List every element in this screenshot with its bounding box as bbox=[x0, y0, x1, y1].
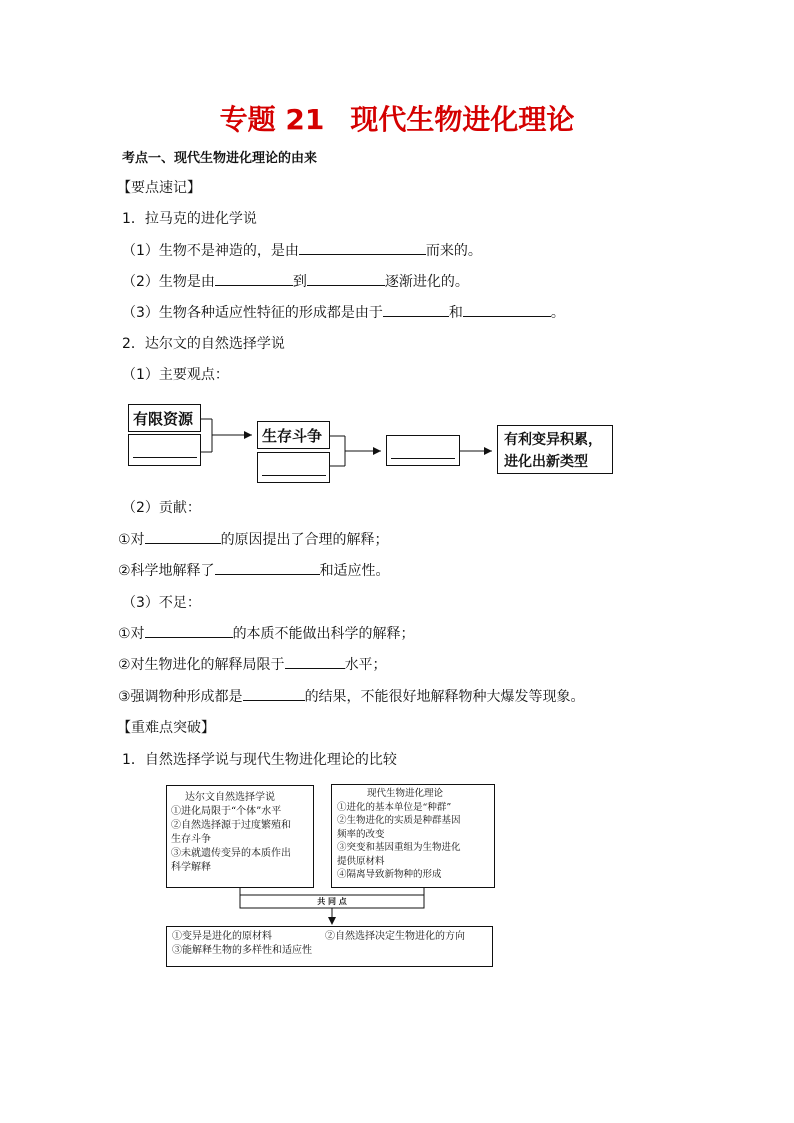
list-item: ③未就遗传变异的本质作出 bbox=[171, 848, 291, 859]
list-item: ②自然选择源于过度繁殖和 bbox=[171, 820, 291, 831]
text-fragment: 到 bbox=[292, 274, 307, 290]
section-heading: 考点一、现代生物进化理论的由来 bbox=[122, 151, 318, 166]
box-title: 现代生物进化理论 bbox=[367, 788, 444, 799]
common-points-box bbox=[166, 926, 493, 967]
flow-box-label: 进化出新类型 bbox=[504, 454, 588, 470]
text-fragment: 逐渐进化的。 bbox=[384, 274, 469, 290]
common-points-label: 共 同 点 bbox=[317, 896, 347, 906]
common-item: ①变异是进化的原材料 bbox=[172, 931, 272, 942]
text-fragment: 而来的。 bbox=[425, 243, 482, 259]
list-item: 频率的改变 bbox=[337, 828, 385, 840]
text-fragment: （3）生物各种适应性特征的形成都是由于 bbox=[122, 305, 383, 321]
list-item: ④隔离导致新物种的形成 bbox=[337, 869, 442, 880]
text-fragment: ①对 bbox=[118, 532, 145, 548]
text-fragment: ②科学地解释了 bbox=[118, 563, 215, 579]
text-fragment: 水平； bbox=[344, 657, 387, 673]
text-fragment: 和适应性。 bbox=[319, 563, 390, 579]
title-main: 现代生物进化理论 bbox=[350, 103, 575, 136]
list-item: 生存斗争 bbox=[171, 834, 211, 845]
modern-theory-box bbox=[331, 784, 495, 888]
text-fragment: ③强调物种形成都是 bbox=[118, 689, 243, 705]
text-fragment: 的结果，不能很好地解释物种大爆发等现象。 bbox=[304, 689, 585, 705]
views-label: （1）主要观点： bbox=[122, 367, 229, 383]
list-item: ①进化的基本单位是“种群” bbox=[337, 801, 452, 813]
flow-box-label: 生存斗争 bbox=[262, 427, 323, 445]
flow-box-label: 有利变异积累， bbox=[504, 432, 602, 448]
list-item: ③突变和基因重组为生物进化 bbox=[337, 842, 461, 853]
lamarck-heading: 1．拉马克的进化学说 bbox=[122, 211, 257, 227]
list-item: ②生物进化的实质是种群基因 bbox=[337, 815, 461, 826]
contribution-label: （2）贡献： bbox=[122, 500, 201, 516]
common-item: ②自然选择决定生物进化的方向 bbox=[325, 931, 465, 942]
darwin-theory-box bbox=[166, 785, 314, 888]
text-fragment: 和 bbox=[448, 305, 463, 321]
box-title: 达尔文自然选择学说 bbox=[185, 792, 275, 803]
common-item: ③能解释生物的多样性和适应性 bbox=[172, 945, 312, 956]
text-fragment: 。 bbox=[550, 305, 565, 321]
text-fragment: （1）生物不是神造的，是由 bbox=[122, 243, 299, 259]
list-item: 科学解释 bbox=[171, 862, 211, 873]
comparison-heading: 1．自然选择学说与现代生物进化理论的比较 bbox=[122, 752, 397, 768]
title-prefix: 专题 21 bbox=[219, 103, 325, 136]
text-fragment: （2）生物是由 bbox=[122, 274, 215, 290]
shortcoming-label: （3）不足： bbox=[122, 595, 201, 611]
list-item: ①进化局限于“个体”水平 bbox=[171, 806, 282, 817]
flow-box-label: 有限资源 bbox=[133, 410, 194, 428]
key-points-heading: 【要点速记】 bbox=[117, 180, 201, 196]
text-fragment: ①对 bbox=[118, 626, 145, 642]
text-fragment: 的原因提出了合理的解释； bbox=[220, 532, 389, 548]
list-item: 提供原材料 bbox=[337, 855, 385, 867]
text-fragment: ②对生物进化的解释局限于 bbox=[118, 657, 285, 673]
difficulty-heading: 【重难点突破】 bbox=[117, 720, 215, 736]
darwin-heading: 2．达尔文的自然选择学说 bbox=[122, 336, 285, 352]
text-fragment: 的本质不能做出科学的解释； bbox=[232, 626, 415, 642]
